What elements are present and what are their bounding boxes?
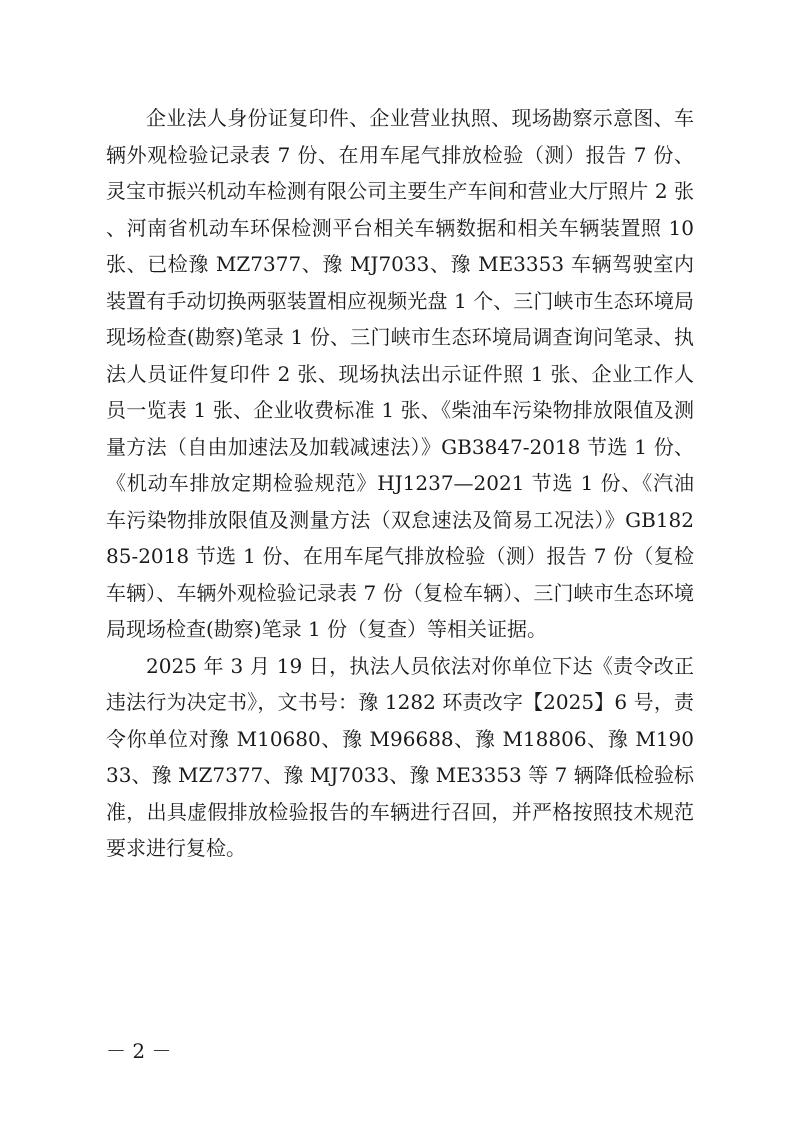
rectification-order-paragraph: 2025 年 3 月 19 日，执法人员依法对你单位下达《责令改正违法行为决定书》，文书号：豫 1282 环责改字【2025】6 号，责令你单位对豫 M10680、豫 M96688、豫 M18806、豫 M19033、豫 MZ7377、豫 MJ7033、豫 ME3353 等 7 辆降低检验标准，出具虚假排放检验报告的车辆进行召回，并严格按照技术规范要求进行复检。	[106, 653, 694, 860]
evidence-list-paragraph: 企业法人身份证复印件、企业营业执照、现场勘察示意图、车辆外观检验记录表 7 份、在用车尾气排放检验（测）报告 7 份、灵宝市振兴机动车检测有限公司主要生产车间和营业大厅照片 2 张、河南省机动车环保检测平台相关车辆数据和相关车辆装置照 10 张、已检豫 MZ7377、豫 MJ7033、豫 ME3353 车辆驾驶室内装置有手动切换两驱装置相应视频光盘 1 个、三门峡市生态环境局现场检查(勘察)笔录 1 份、三门峡市生态环境局调查询问笔录、执法人员证件复印件 2 张、现场执法出示证件照 1 张、企业工作人员一览表 1 张、企业收费标准 1 张、《柴油车污染物排放限值及测量方法（自由加速法及加载减速法）》GB3847-2018 节选 1 份、《机动车排放定期检验规范》HJ1237—2021 节选 1 份、《汽油车污染物排放限值及测量方法（双怠速法及简易工况法）》GB18285-2018 节选 1 份、在用车尾气排放检验（测）报告 7 份（复检车辆）、车辆外观检验记录表 7 份（复检车辆）、三门峡市生态环境局现场检查(勘察)笔录 1 份（复查）等相关证据。	[106, 106, 694, 641]
document-body	[106, 100, 694, 867]
page-number: － 2 －	[106, 1039, 172, 1063]
